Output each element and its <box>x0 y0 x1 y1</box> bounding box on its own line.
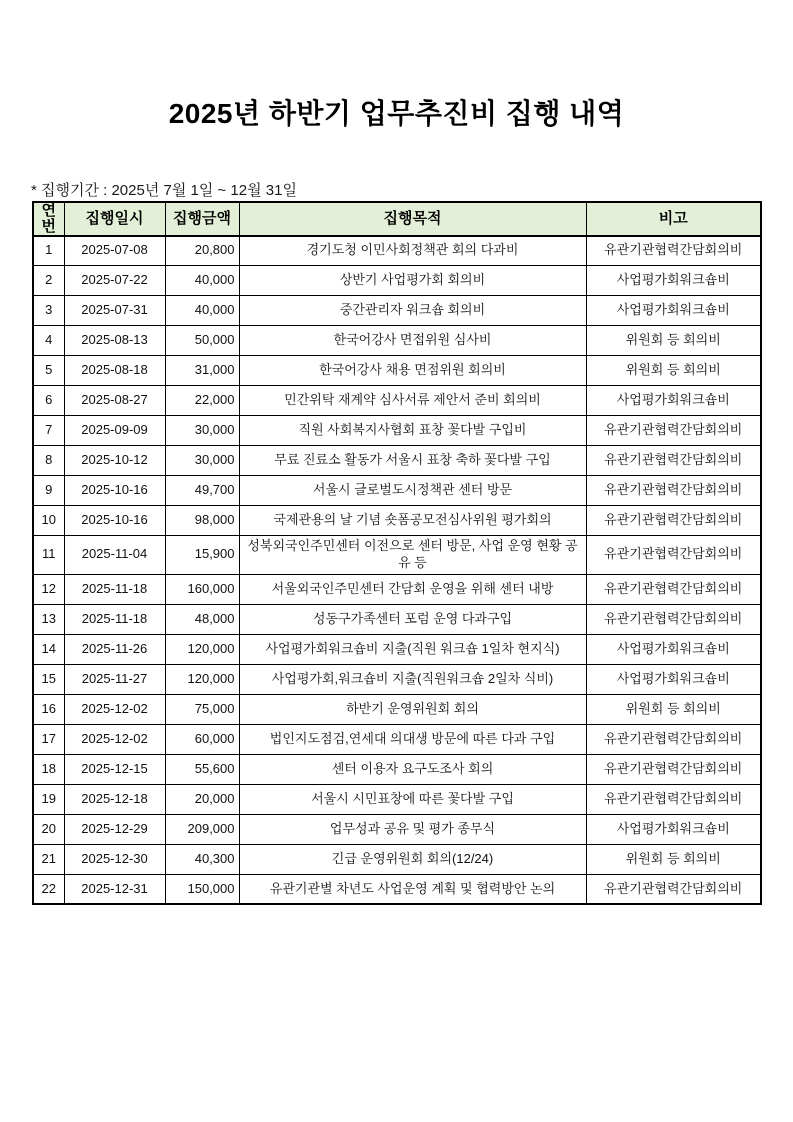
cell-amount: 160,000 <box>165 574 239 604</box>
cell-note: 위원회 등 회의비 <box>586 844 761 874</box>
cell-date: 2025-11-18 <box>64 574 165 604</box>
cell-date: 2025-08-18 <box>64 356 165 386</box>
table-row <box>33 574 761 604</box>
header-remarks: 비고 <box>586 202 761 236</box>
cell-amount: 20,800 <box>165 236 239 266</box>
cell-note: 유관기관협력간담회의비 <box>586 536 761 575</box>
cell-purpose: 한국어강사 면접위원 심사비 <box>239 326 586 356</box>
cell-amount: 75,000 <box>165 694 239 724</box>
cell-note: 유관기관협력간담회의비 <box>586 476 761 506</box>
header-execution-amount: 집행금액 <box>165 202 239 236</box>
table-row <box>33 296 761 326</box>
cell-purpose: 중간관리자 워크숍 회의비 <box>239 296 586 326</box>
cell-date: 2025-08-13 <box>64 326 165 356</box>
table-row <box>33 874 761 904</box>
cell-purpose: 법인지도점검,연세대 의대생 방문에 따른 다과 구입 <box>239 724 586 754</box>
table-row <box>33 784 761 814</box>
cell-amount: 40,300 <box>165 844 239 874</box>
cell-date: 2025-12-02 <box>64 724 165 754</box>
table-body <box>33 236 761 905</box>
cell-amount: 15,900 <box>165 536 239 575</box>
table-row <box>33 694 761 724</box>
cell-note: 유관기관협력간담회의비 <box>586 446 761 476</box>
cell-date: 2025-07-08 <box>64 236 165 266</box>
cell-note: 유관기관협력간담회의비 <box>586 874 761 904</box>
table-row <box>33 326 761 356</box>
cell-date: 2025-07-22 <box>64 266 165 296</box>
cell-note: 위원회 등 회의비 <box>586 356 761 386</box>
cell-date: 2025-12-29 <box>64 814 165 844</box>
cell-amount: 49,700 <box>165 476 239 506</box>
cell-purpose: 서울시 글로벌도시정책관 센터 방문 <box>239 476 586 506</box>
cell-amount: 48,000 <box>165 604 239 634</box>
header-execution-date: 집행일시 <box>64 202 165 236</box>
cell-amount: 50,000 <box>165 326 239 356</box>
expense-table <box>32 201 762 905</box>
table-row <box>33 416 761 446</box>
table-row <box>33 266 761 296</box>
table-row <box>33 844 761 874</box>
cell-amount: 30,000 <box>165 446 239 476</box>
header-row-number: 연번 <box>33 202 64 236</box>
cell-amount: 120,000 <box>165 634 239 664</box>
cell-note: 사업평가회워크숍비 <box>586 664 761 694</box>
page-title: 2025년 하반기 업무추진비 집행 내역 <box>168 98 625 129</box>
cell-amount: 20,000 <box>165 784 239 814</box>
cell-no: 20 <box>33 814 64 844</box>
table-row <box>33 814 761 844</box>
cell-purpose: 경기도청 이민사회정책관 회의 다과비 <box>239 236 586 266</box>
cell-date: 2025-07-31 <box>64 296 165 326</box>
cell-note: 유관기관협력간담회의비 <box>586 236 761 266</box>
cell-date: 2025-12-15 <box>64 754 165 784</box>
table-header-row <box>33 202 761 236</box>
table-row <box>33 634 761 664</box>
cell-no: 9 <box>33 476 64 506</box>
cell-date: 2025-10-16 <box>64 476 165 506</box>
cell-no: 3 <box>33 296 64 326</box>
table-row <box>33 356 761 386</box>
cell-date: 2025-12-31 <box>64 874 165 904</box>
cell-purpose: 긴급 운영위원회 회의(12/24) <box>239 844 586 874</box>
cell-date: 2025-11-04 <box>64 536 165 575</box>
cell-date: 2025-10-12 <box>64 446 165 476</box>
cell-no: 11 <box>33 536 64 575</box>
cell-no: 19 <box>33 784 64 814</box>
cell-date: 2025-08-27 <box>64 386 165 416</box>
cell-no: 16 <box>33 694 64 724</box>
cell-no: 15 <box>33 664 64 694</box>
cell-no: 14 <box>33 634 64 664</box>
table-row <box>33 236 761 266</box>
cell-date: 2025-11-27 <box>64 664 165 694</box>
cell-purpose: 업무성과 공유 및 평가 종무식 <box>239 814 586 844</box>
table-row <box>33 476 761 506</box>
cell-date: 2025-10-16 <box>64 506 165 536</box>
cell-no: 4 <box>33 326 64 356</box>
cell-note: 사업평가회워크숍비 <box>586 386 761 416</box>
header-execution-purpose: 집행목적 <box>239 202 586 236</box>
cell-date: 2025-12-30 <box>64 844 165 874</box>
cell-no: 21 <box>33 844 64 874</box>
cell-note: 유관기관협력간담회의비 <box>586 784 761 814</box>
cell-note: 유관기관협력간담회의비 <box>586 506 761 536</box>
cell-purpose: 상반기 사업평가회 회의비 <box>239 266 586 296</box>
cell-note: 사업평가회워크숍비 <box>586 266 761 296</box>
cell-amount: 98,000 <box>165 506 239 536</box>
cell-purpose: 직원 사회복지사협회 표창 꽃다발 구입비 <box>239 416 586 446</box>
cell-amount: 40,000 <box>165 266 239 296</box>
cell-amount: 60,000 <box>165 724 239 754</box>
cell-no: 7 <box>33 416 64 446</box>
cell-date: 2025-12-18 <box>64 784 165 814</box>
table-row <box>33 604 761 634</box>
cell-no: 6 <box>33 386 64 416</box>
cell-note: 위원회 등 회의비 <box>586 326 761 356</box>
cell-note: 사업평가회워크숍비 <box>586 634 761 664</box>
table-row <box>33 724 761 754</box>
cell-purpose: 유관기관별 차년도 사업운영 계획 및 협력방안 논의 <box>239 874 586 904</box>
cell-purpose: 사업평가회,워크숍비 지출(직원워크숍 2일차 식비) <box>239 664 586 694</box>
cell-no: 1 <box>33 236 64 266</box>
cell-note: 유관기관협력간담회의비 <box>586 574 761 604</box>
cell-amount: 120,000 <box>165 664 239 694</box>
cell-no: 8 <box>33 446 64 476</box>
cell-no: 13 <box>33 604 64 634</box>
cell-purpose: 무료 진료소 활동가 서울시 표창 축하 꽃다발 구입 <box>239 446 586 476</box>
table-row <box>33 754 761 784</box>
cell-no: 17 <box>33 724 64 754</box>
cell-amount: 40,000 <box>165 296 239 326</box>
cell-purpose: 국제관용의 날 기념 숏폼공모전심사위원 평가회의 <box>239 506 586 536</box>
cell-amount: 209,000 <box>165 814 239 844</box>
cell-no: 22 <box>33 874 64 904</box>
cell-purpose: 사업평가회워크숍비 지출(직원 워크숍 1일차 현지식) <box>239 634 586 664</box>
table-row <box>33 446 761 476</box>
cell-date: 2025-09-09 <box>64 416 165 446</box>
cell-date: 2025-11-26 <box>64 634 165 664</box>
cell-no: 10 <box>33 506 64 536</box>
cell-amount: 55,600 <box>165 754 239 784</box>
cell-note: 사업평가회워크숍비 <box>586 814 761 844</box>
cell-date: 2025-11-18 <box>64 604 165 634</box>
cell-amount: 31,000 <box>165 356 239 386</box>
cell-no: 5 <box>33 356 64 386</box>
cell-date: 2025-12-02 <box>64 694 165 724</box>
cell-note: 위원회 등 회의비 <box>586 694 761 724</box>
cell-note: 사업평가회워크숍비 <box>586 296 761 326</box>
cell-purpose: 한국어강사 채용 면점위원 회의비 <box>239 356 586 386</box>
cell-purpose: 서울시 시민표창에 따른 꽃다발 구입 <box>239 784 586 814</box>
cell-note: 유관기관협력간담회의비 <box>586 754 761 784</box>
cell-note: 유관기관협력간담회의비 <box>586 416 761 446</box>
table-row <box>33 506 761 536</box>
cell-amount: 30,000 <box>165 416 239 446</box>
cell-purpose: 성북외국인주민센터 이전으로 센터 방문, 사업 운영 현황 공유 등 <box>239 536 586 575</box>
cell-purpose: 센터 이용자 요구도조사 회의 <box>239 754 586 784</box>
cell-amount: 22,000 <box>165 386 239 416</box>
cell-note: 유관기관협력간담회의비 <box>586 604 761 634</box>
cell-no: 2 <box>33 266 64 296</box>
table-row <box>33 536 761 575</box>
cell-purpose: 하반기 운영위원회 회의 <box>239 694 586 724</box>
cell-purpose: 성동구가족센터 포럼 운영 다과구입 <box>239 604 586 634</box>
cell-purpose: 서울외국인주민센터 간담회 운영을 위해 센터 내방 <box>239 574 586 604</box>
cell-no: 18 <box>33 754 64 784</box>
cell-purpose: 민간위탁 재계약 심사서류 제안서 준비 회의비 <box>239 386 586 416</box>
cell-note: 유관기관협력간담회의비 <box>586 724 761 754</box>
execution-period-note: * 집행기간 : 2025년 7월 1일 ~ 12월 31일 <box>31 182 297 199</box>
cell-no: 12 <box>33 574 64 604</box>
table-row <box>33 386 761 416</box>
cell-amount: 150,000 <box>165 874 239 904</box>
table-row <box>33 664 761 694</box>
